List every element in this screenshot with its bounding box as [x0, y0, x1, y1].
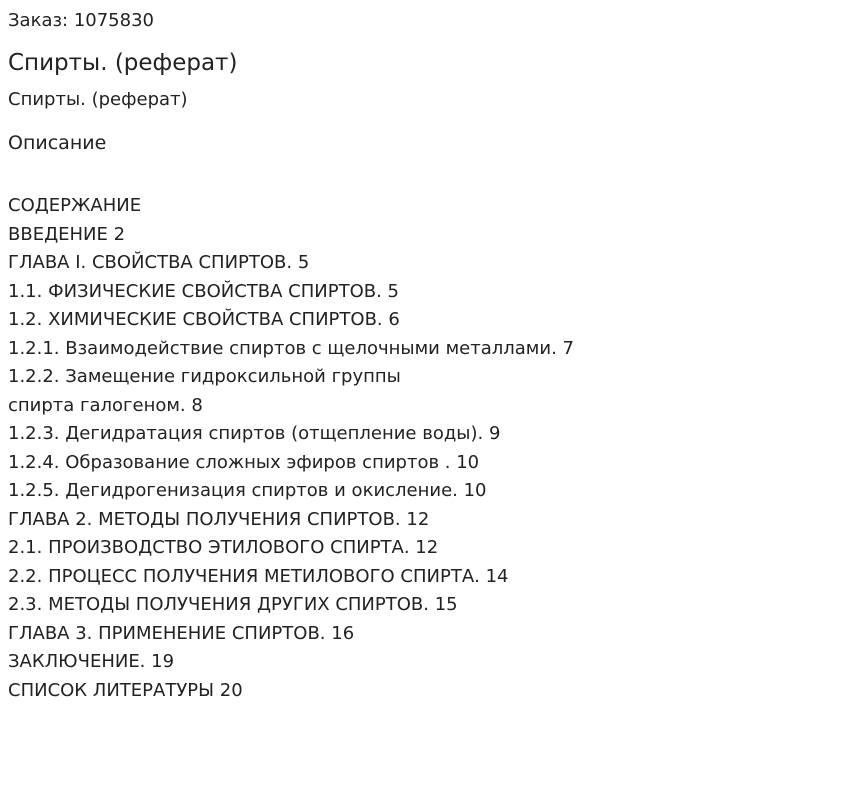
toc-item: ГЛАВА I. СВОЙСТВА СПИРТОВ. 5: [8, 252, 310, 273]
toc-item: 1.2.4. Образование сложных эфиров спиртов . 10: [8, 451, 480, 473]
toc-item: ЗАКЛЮЧЕНИЕ. 19: [8, 651, 175, 672]
toc-item: спирта галогеном. 8: [8, 394, 203, 416]
toc-item: 1.2.5. Дегидрогенизация спиртов и окисление. 10: [8, 480, 487, 501]
toc-item: 2.3. МЕТОДЫ ПОЛУЧЕНИЯ ДРУГИХ СПИРТОВ. 15: [8, 594, 458, 615]
toc-item: 1.1. ФИЗИЧЕСКИЕ СВОЙСТВА СПИРТОВ. 5: [8, 280, 399, 302]
table-of-contents: [8, 192, 574, 705]
order-number: Заказ: 1075830: [8, 10, 154, 31]
toc-item: ГЛАВА 2. МЕТОДЫ ПОЛУЧЕНИЯ СПИРТОВ. 12: [8, 508, 430, 530]
toc-item: 1.2. ХИМИЧЕСКИЕ СВОЙСТВА СПИРТОВ. 6: [8, 309, 400, 330]
description-label: Описание: [8, 132, 107, 154]
toc-item: СПИСОК ЛИТЕРАТУРЫ 20: [8, 679, 243, 701]
toc-item: 1.2.1. Взаимодействие спиртов с щелочными металлами. 7: [8, 337, 574, 359]
toc-item: ВВЕДЕНИЕ 2: [8, 223, 126, 245]
toc-item: 2.1. ПРОИЗВОДСТВО ЭТИЛОВОГО СПИРТА. 12: [8, 537, 439, 558]
toc-item: 1.2.2. Замещение гидроксильной группы: [8, 366, 401, 387]
toc-item: 2.2. ПРОЦЕСС ПОЛУЧЕНИЯ МЕТИЛОВОГО СПИРТА. 14: [8, 565, 509, 587]
toc-item: СОДЕРЖАНИЕ: [8, 195, 142, 216]
page-subtitle: Спирты. (реферат): [8, 89, 188, 110]
toc-item: ГЛАВА 3. ПРИМЕНЕНИЕ СПИРТОВ. 16: [8, 622, 355, 644]
toc-item: 1.2.3. Дегидратация спиртов (отщепление воды). 9: [8, 423, 501, 444]
page-title: Спирты. (реферат): [8, 50, 238, 76]
